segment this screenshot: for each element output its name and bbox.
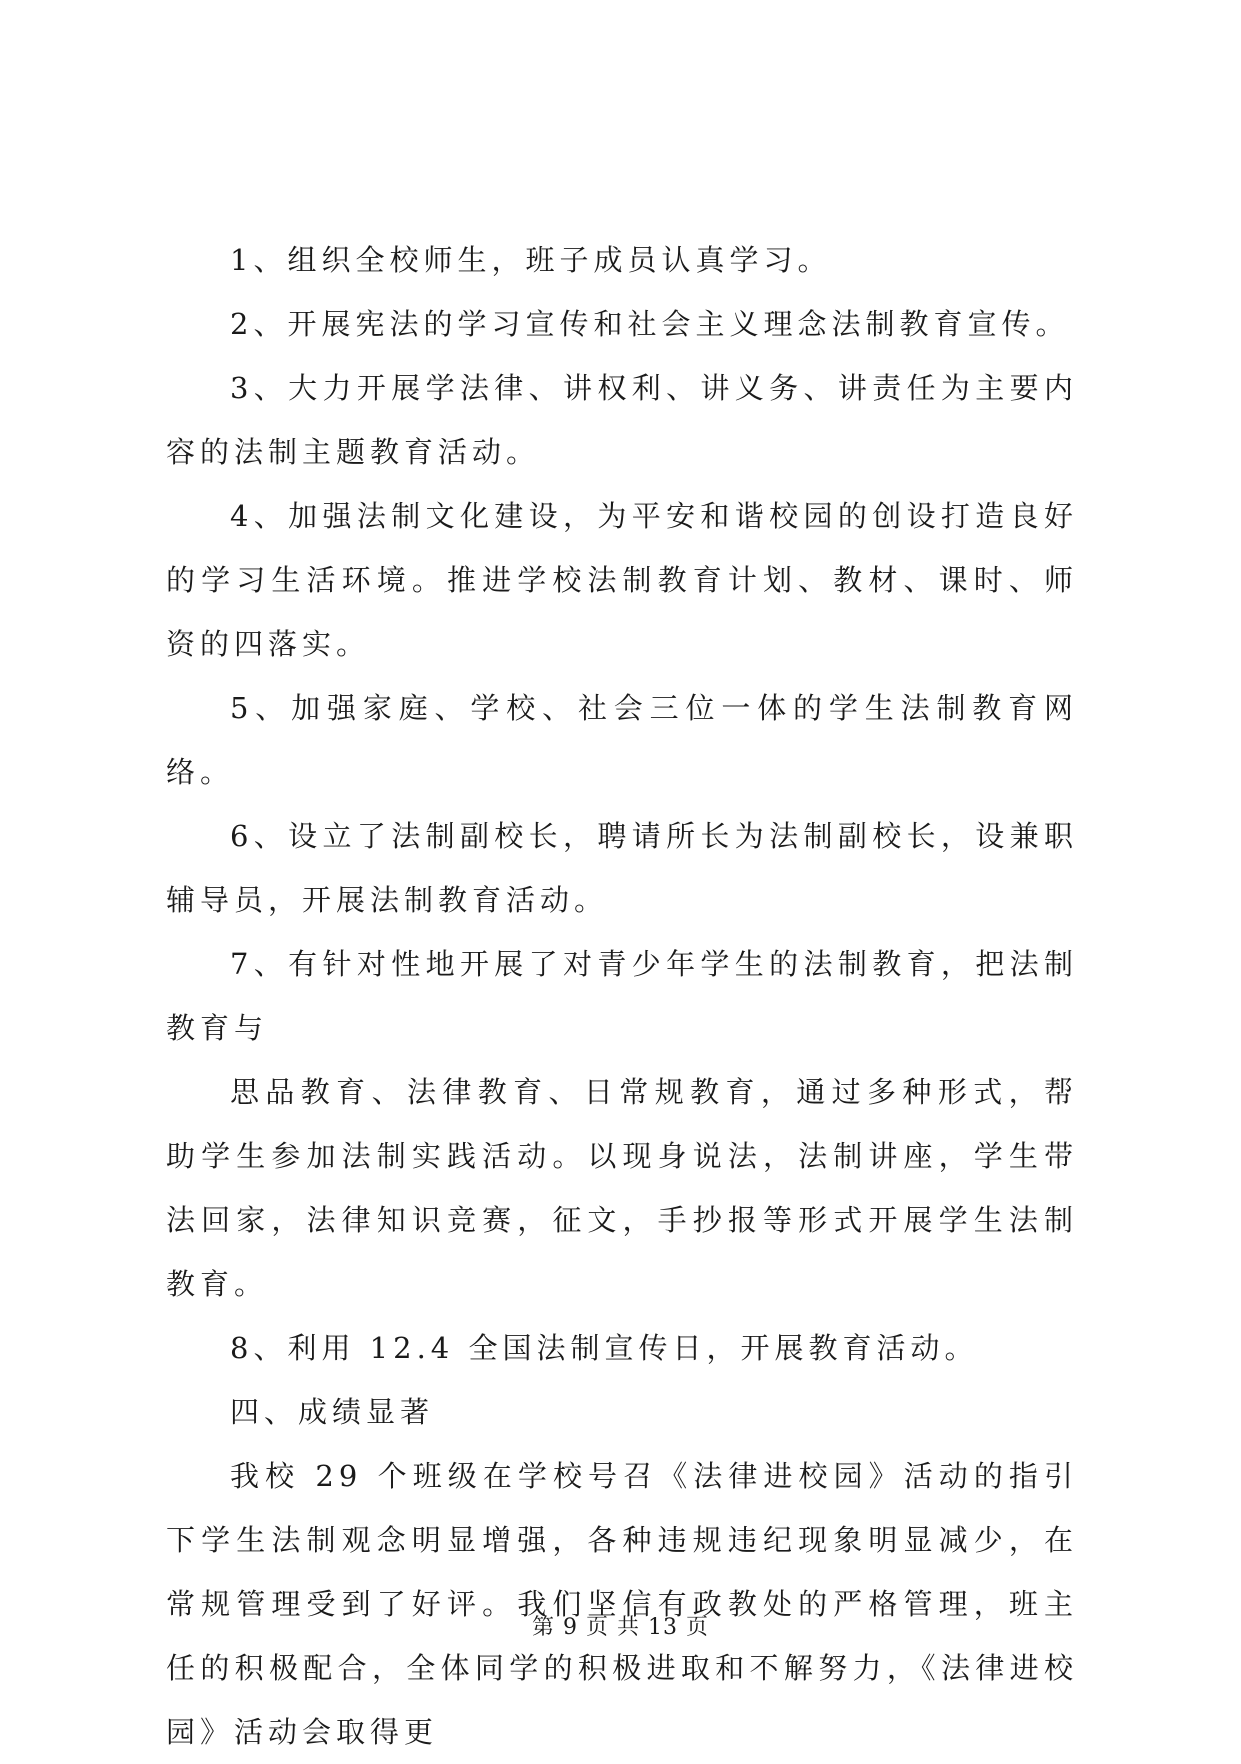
document-body (166, 228, 1078, 1764)
paragraph-item-1: 1、组织全校师生，班子成员认真学习。 (230, 243, 832, 277)
paragraph-item-7: 7、有针对性地开展了对青少年学生的法制教育，把法制教育与 (166, 947, 1078, 1045)
paragraph-item-5: 5、加强家庭、学校、社会三位一体的学生法制教育网络。 (166, 691, 1078, 789)
paragraph-item-4: 4、加强法制文化建设，为平安和谐校园的创设打造良好的学习生活环境。推进学校法制教育计划、教材、课时、师资的四落实。 (166, 499, 1078, 661)
paragraph-results: 我校 29 个班级在学校号召《法律进校园》活动的指引下学生法制观念明显增强，各种违规违纪现象明显减少，在常规管理受到了好评。我们坚信有政教处的严格管理，班主任的积极配合，全体同学的积极进取和不解努力，《法律进校园》活动会取得更 (166, 1459, 1078, 1749)
paragraph-item-8: 8、利用 12.4 全国法制宣传日，开展教育活动。 (230, 1331, 979, 1365)
page-number-footer: 第 9 页 共 13 页 (532, 1615, 709, 1640)
paragraph-item-7-continued: 思品教育、法律教育、日常规教育，通过多种形式，帮助学生参加法制实践活动。以现身说法，法制讲座，学生带法回家，法律知识竞赛，征文，手抄报等形式开展学生法制教育。 (166, 1075, 1078, 1301)
section-heading: 四、成绩显著 (230, 1395, 435, 1429)
paragraph-item-6: 6、设立了法制副校长，聘请所长为法制副校长，设兼职辅导员，开展法制教育活动。 (166, 819, 1078, 917)
paragraph-item-2: 2、开展宪法的学习宣传和社会主义理念法制教育宣传。 (230, 307, 1070, 341)
paragraph-item-3: 3、大力开展学法律、讲权利、讲义务、讲责任为主要内容的法制主题教育活动。 (166, 371, 1078, 469)
